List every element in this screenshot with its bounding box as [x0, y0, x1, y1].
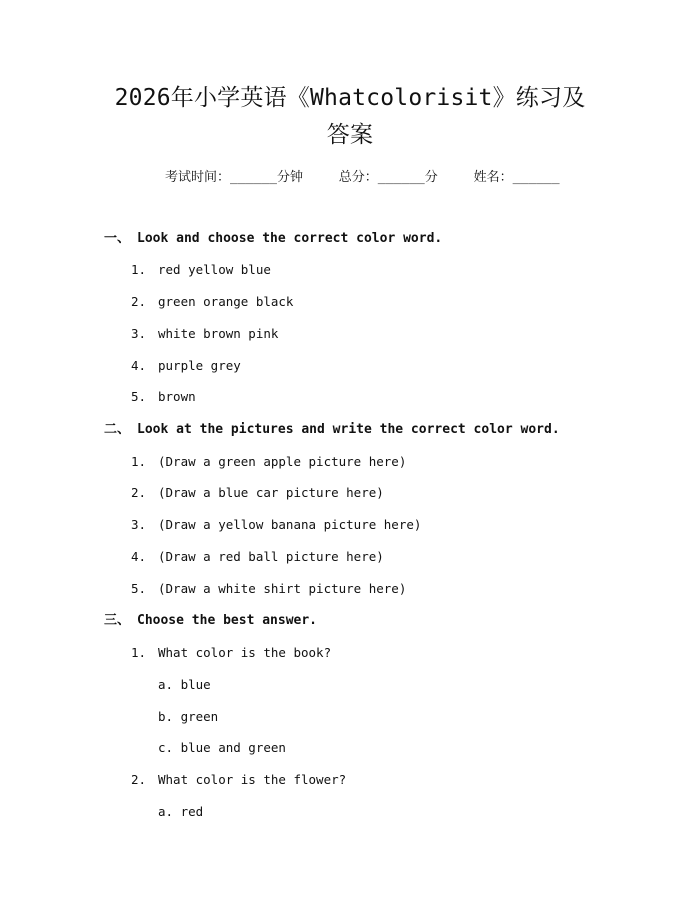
document-title-line-1: 2026年小学英语《Whatcolorisit》练习及 — [114, 85, 586, 111]
section-2-item-1 — [131, 452, 406, 472]
section-1-item-1 — [131, 260, 271, 280]
item-text: (Draw a white shirt picture here) — [158, 581, 407, 596]
section-2-heading: Look at the pictures and write the correct color word. — [137, 422, 560, 437]
section-3-item-1 — [131, 643, 331, 663]
answer-option-b: b. green — [158, 709, 219, 724]
item-number: 3. — [131, 517, 147, 532]
item-text: green orange black — [158, 294, 294, 309]
item-number: 1. — [131, 262, 147, 277]
item-number: 1. — [131, 454, 147, 469]
answer-option-a: a. blue — [158, 677, 211, 692]
section-1-item-2 — [131, 292, 293, 312]
item-text: (Draw a blue car picture here) — [158, 485, 384, 500]
section-2-title — [104, 420, 560, 440]
answer-option-c: c. blue and green — [158, 740, 286, 755]
item-number: 1. — [131, 645, 147, 660]
item-text: purple grey — [158, 358, 241, 373]
item-text: (Draw a red ball picture here) — [158, 549, 384, 564]
item-text: What color is the book? — [158, 645, 332, 660]
answer-option-a: a. red — [158, 804, 204, 819]
item-text: red yellow blue — [158, 262, 271, 277]
section-1-number: 一、 — [104, 231, 131, 246]
section-1-item-4 — [131, 356, 241, 376]
exam-meta — [165, 168, 585, 188]
section-1-heading: Look and choose the correct color word. — [137, 231, 443, 246]
section-1-item-5 — [131, 387, 196, 407]
section-1-item-3 — [131, 324, 278, 344]
item-number: 5. — [131, 581, 147, 596]
item-number: 5. — [131, 389, 147, 404]
item-text: white brown pink — [158, 326, 279, 341]
total-score: 总分：______分 — [338, 170, 438, 185]
document-title — [80, 80, 620, 154]
item-number: 4. — [131, 358, 147, 373]
item-text: brown — [158, 389, 196, 404]
item-number: 2. — [131, 294, 147, 309]
section-3-item-2 — [131, 770, 346, 790]
item-number: 4. — [131, 549, 147, 564]
item-text: (Draw a yellow banana picture here) — [158, 517, 422, 532]
student-name: 姓名：______ — [473, 170, 560, 185]
exam-time: 考试时间：______分钟 — [165, 170, 303, 185]
document-title-line-2: 答案 — [326, 122, 374, 148]
section-2-item-2 — [131, 483, 384, 503]
section-3-title — [104, 611, 317, 631]
section-2-number: 二、 — [104, 422, 131, 437]
section-1-title — [104, 229, 442, 249]
section-2-item-4 — [131, 547, 384, 567]
section-3-number: 三、 — [104, 613, 131, 628]
item-text: (Draw a green apple picture here) — [158, 454, 407, 469]
item-number: 2. — [131, 485, 147, 500]
item-number: 3. — [131, 326, 147, 341]
item-number: 2. — [131, 772, 147, 787]
section-3-heading: Choose the best answer. — [137, 613, 318, 628]
item-text: What color is the flower? — [158, 772, 347, 787]
section-2-item-3 — [131, 515, 421, 535]
section-2-item-5 — [131, 579, 406, 599]
